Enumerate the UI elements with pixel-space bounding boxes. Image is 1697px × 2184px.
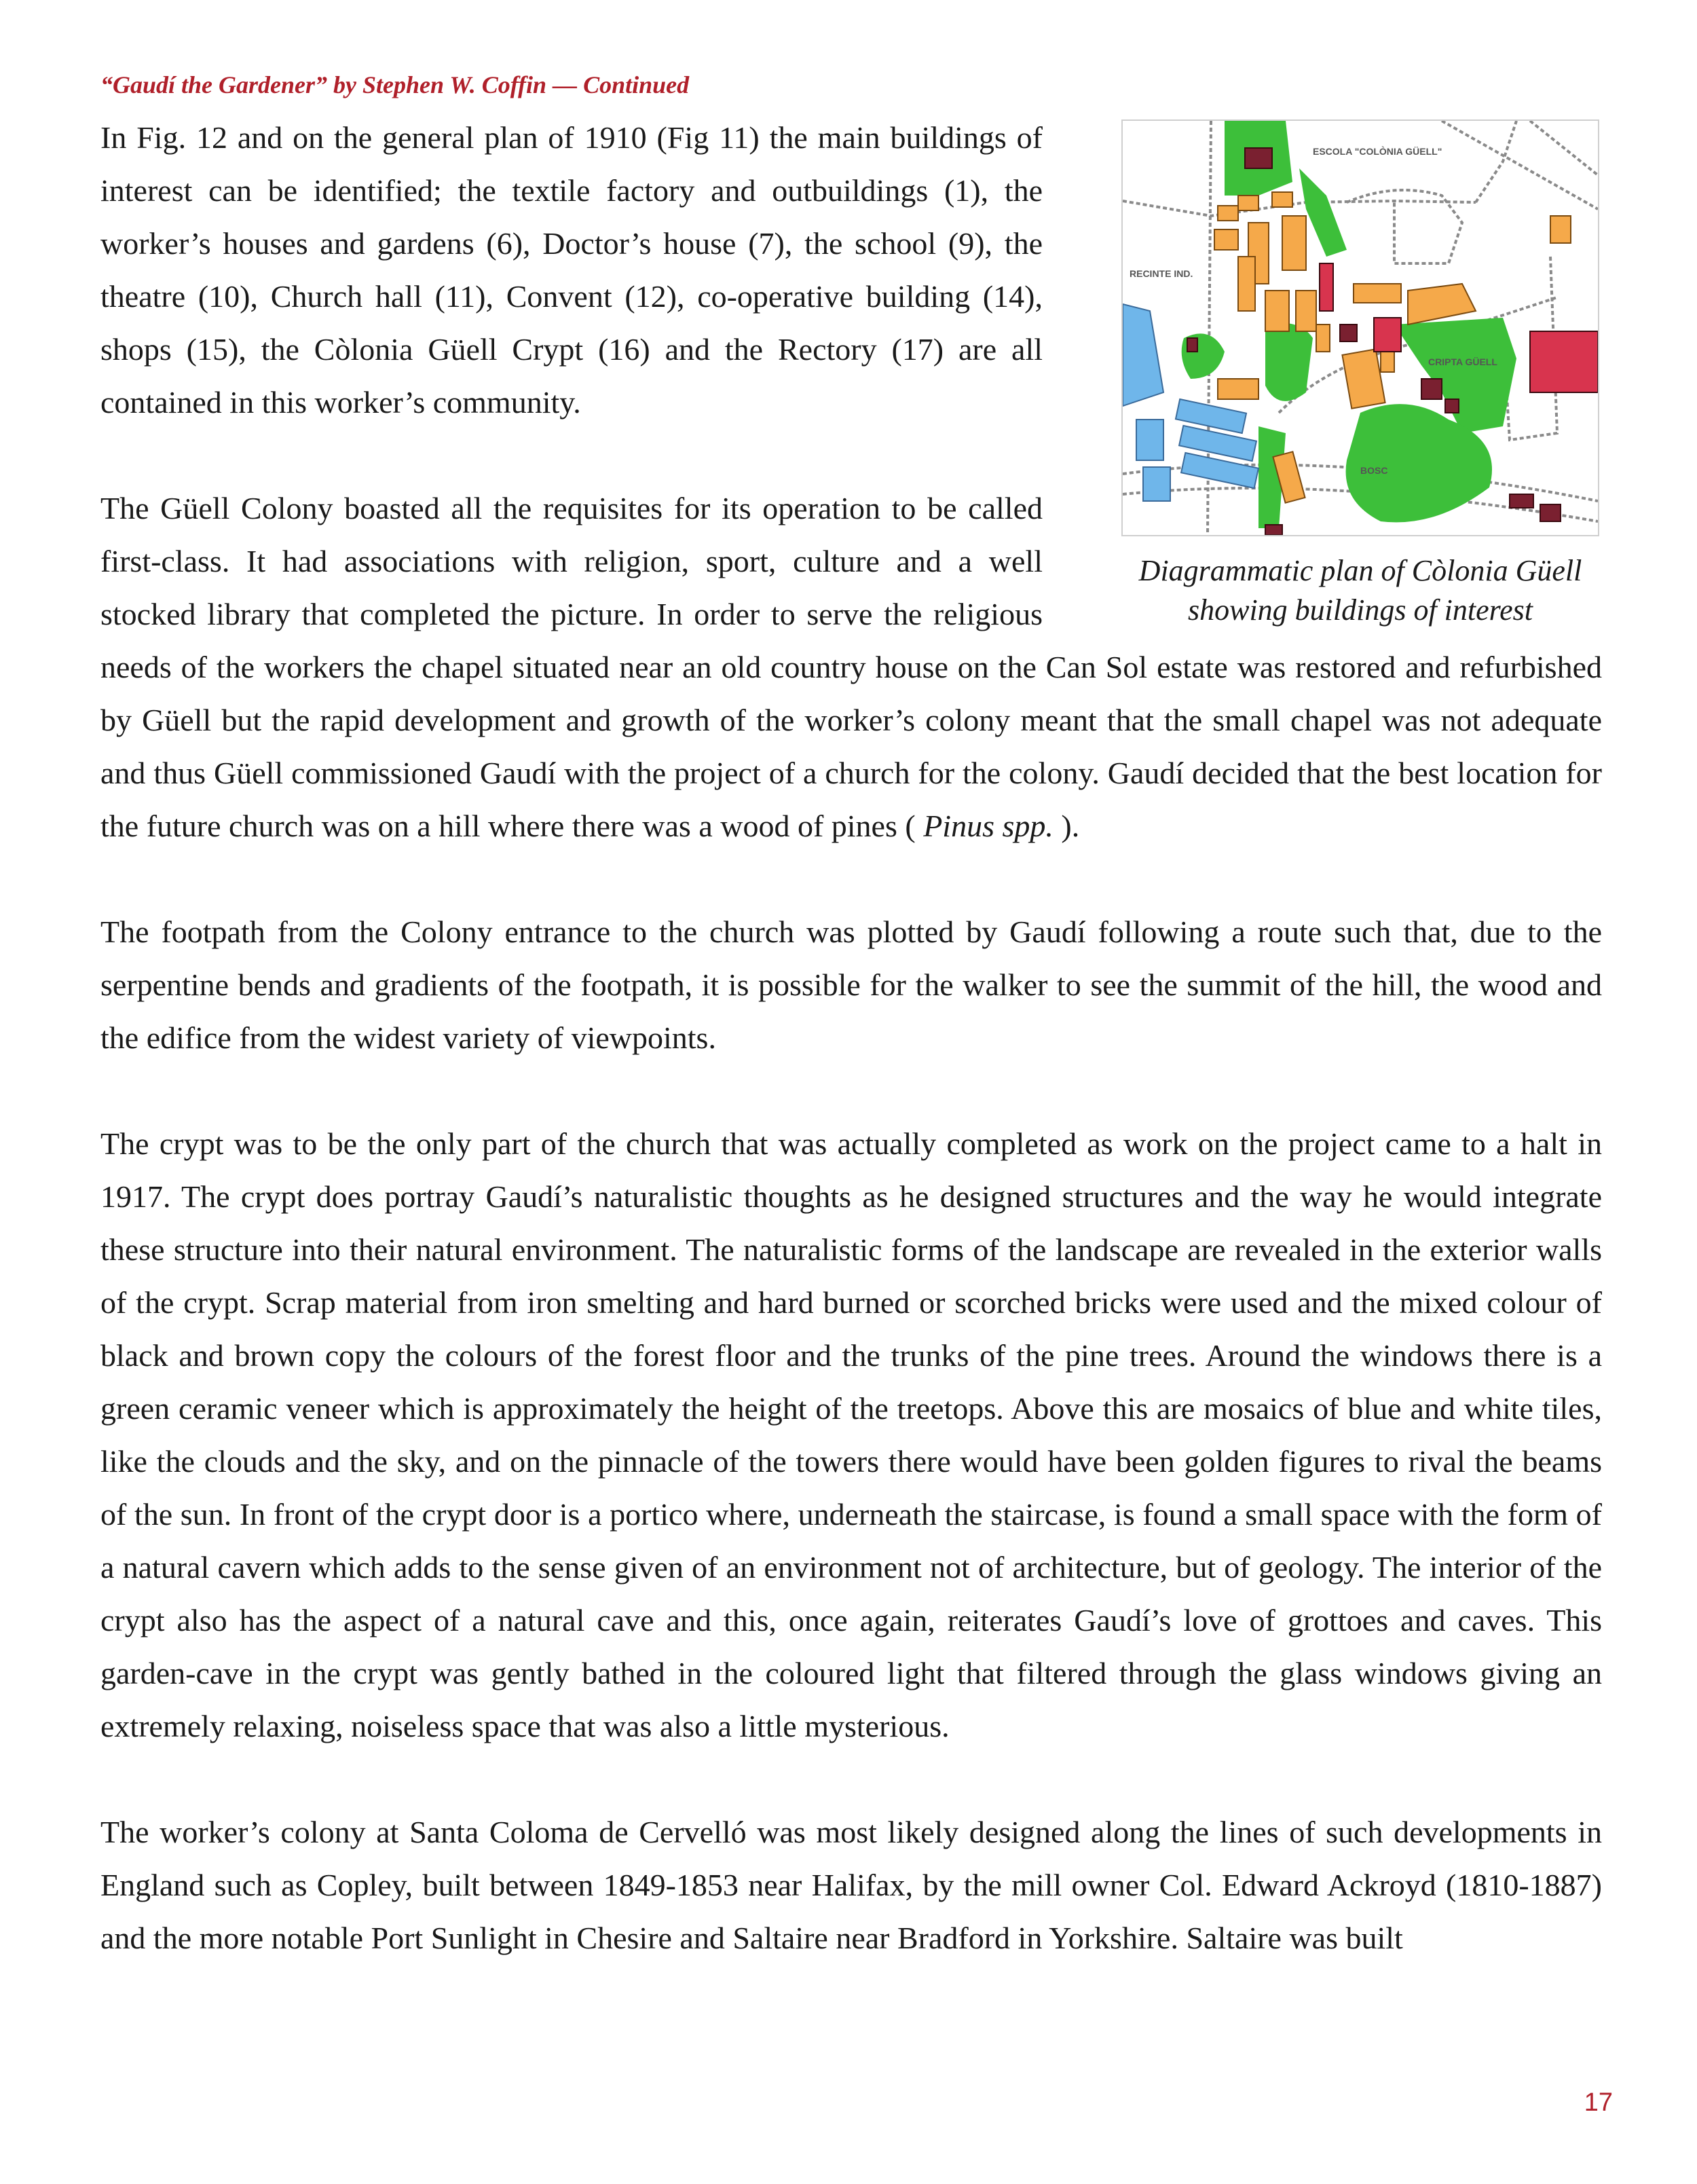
svg-text:BOSC: BOSC [1360, 465, 1388, 476]
svg-text:RECINTE IND.: RECINTE IND. [1130, 268, 1193, 279]
paragraph-1: In Fig. 12 and on the general plan of 1910 (Fig 11) the main buildings of interest can be identified; the textile factory and outbuildings (1), the worker’s houses and gardens (6), Doctor’s house (7), the school (9), the theatre (10), Church hall (11), Convent (12), co-operative building (14), shops (15), the Còlonia Güell Crypt (16) and the Rectory (17) are all contained in this worker’s community. [100, 120, 1043, 420]
page-number: 17 [1584, 2088, 1613, 2117]
figure-colonia-guell-plan [1119, 119, 1602, 630]
paragraph-2-end: ). [1053, 809, 1080, 843]
article-body [100, 111, 1602, 1965]
svg-text:ESCOLA "COLÒNIA GÜELL": ESCOLA "COLÒNIA GÜELL" [1313, 146, 1442, 157]
paragraph-4: The crypt was to be the only part of the church that was actually completed as work on the project came to a halt in 1917. The crypt does portray Gaudí’s naturalistic thoughts as he designed structures and the way he would integrate these structure into their natural environment. The naturalistic forms of the landscape are revealed in the exterior walls of the crypt. Scrap material from iron smelting and hard burned or scorched bricks were used and the mixed colour of black and brown copy the colours of the forest floor and the trunks of the pine trees. Around the windows there is a green ceramic veneer which is approximately the height of the treetops. Above this are mosaics of blue and white tiles, like the clouds and the sky, and on the pinnacle of the towers there would have been golden figures to rival the beams of the sun. In front of the crypt door is a portico where, underneath the staircase, is found a small space with the form of a natural cavern which adds to the sense given of an environment not of architecture, but of geology. The interior of the crypt also has the aspect of a natural cave and this, once again, reiterates Gaudí’s love of grottoes and caves. This garden-cave in the crypt was gently bathed in the coloured light that filtered through the glass windows giving an extremely relaxing, noiseless space that was also a little mysterious. [100, 1126, 1602, 1743]
paragraph-5: The worker’s colony at Santa Coloma de Cervelló was most likely designed along the lines of such developments in England such as Copley, built between 1849-1853 near Halifax, by the mill owner Col. Edward Ackroyd (1810-1887) and the more notable Port Sunlight in Chesire and Saltaire near Bradford in Yorkshire. Saltaire was built [100, 1815, 1602, 1955]
caption-line-2: showing buildings of interest [1187, 593, 1533, 627]
figure-caption [1119, 551, 1602, 630]
paragraph-2-text: The Güell Colony boasted all the requisites for its operation to be called first-class. It had associations with religion, sport, culture and a well stocked library that completed the picture. In order to serve the religious needs of the workers the chapel situated near an old country house on the Can Sol estate was restored and refurbished by Güell but the rapid development and growth of the worker’s colony meant that the small chapel was not adequate and thus Güell commissioned Gaudí with the project of a church for the colony. Gaudí decided that the best location for the future church was on a hill where there was a wood of pines ( [100, 491, 1602, 843]
caption-line-1: Diagrammatic plan of Còlonia Güell [1138, 554, 1582, 587]
paragraph-3: The footpath from the Colony entrance to the church was plotted by Gaudí following a route such that, due to the serpentine bends and gradients of the footpath, it is possible for the walker to see the summit of the hill, the wood and the edifice from the widest variety of viewpoints. [100, 914, 1602, 1055]
svg-text:CRIPTA GÜELL: CRIPTA GÜELL [1428, 356, 1497, 367]
species-name: Pinus spp. [923, 809, 1053, 843]
running-head: “Gaudí the Gardener” by Stephen W. Coffin — Continued [100, 71, 690, 98]
site-plan-map [1121, 119, 1599, 536]
